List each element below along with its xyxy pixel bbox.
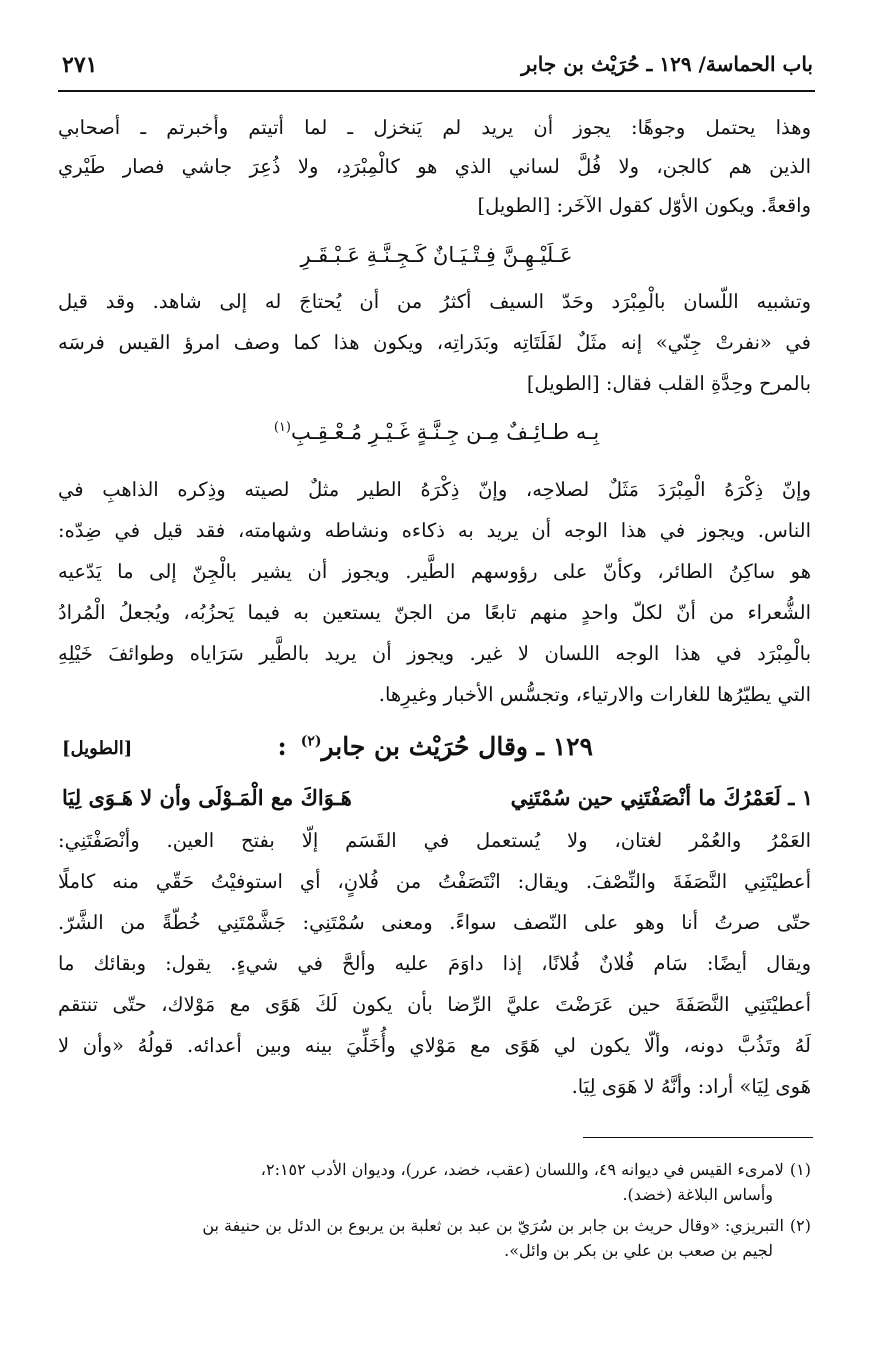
body-line: بالمرح وحِدَّةِ القلب فقال: [الطويل] <box>526 372 811 395</box>
body-line: لَهُ وتَذُبَّ دونه، وألّا يكون لي هَوًى مع مَوْلاي وأُخَلِّيَ بينه وبين أعدائه. قولُهُ «وأن لا <box>58 1034 811 1057</box>
footnote-rule <box>583 1137 813 1138</box>
section-colon: : <box>277 732 287 761</box>
verse-quotation: عَـلَيْـهِـنَّ فِـتْـيَـانٌ كَـجِـنَّـةِ عَـبْـقَـرِ <box>300 243 573 267</box>
body-line: ويقال أيضًا: سَام فُلانٌ فُلانًا، إذا داوَمَ عليه وألحَّ في شيءٍ. يقول: وبقائك ما <box>58 952 811 975</box>
body-line: هَوى لِيَا» أراد: وأنَّهُ لا هَوَى لِيَا. <box>571 1075 811 1098</box>
poem-hemistich-first: ١ ـ لَعَمْرُكَ ما أنْصَفْتَنِي حين سُمْتَنِي <box>510 785 813 810</box>
body-line: الذين هم كالجن، ولا فُلَّ لساني الذي هو كالْمِبْرَدِ، ولا ذُعِرَ جاشي فصار طَيْري <box>58 155 811 178</box>
footnote-text: التبريزي: «وقال حريث بن جابر بن سُرَيّ بن عبد بن ثعلبة بن يربوع بن الدئل بن حنيفة بن <box>202 1216 784 1235</box>
verse-quotation <box>0 420 873 444</box>
poem-hemistich-second: هَـوَاكَ مع الْمَـوْلَى وأن لا هَـوَى لِيَا <box>62 785 352 810</box>
body-line: هو ساكِنُ الطائر، وكأنّ على رؤوسهم الطَّير. ويجوز أن يشير بالْجِنّ إلى ما يَدّعيه <box>58 560 811 583</box>
body-line: الشُّعراء من أنّ لكلّ واحدٍ منهم تابعًا من الجنّ يستعين به فيما يَحزُبُه، ويُجعلُ الْمُرادُ <box>58 601 811 624</box>
body-line: حتّى صرتُ أنا وهو على النّصف سواءً. ومعنى سُمْتَنِي: جَشَّمْتَنِي خُطّةً من الشَّرّ. <box>58 911 811 934</box>
footnote-mark: (١) <box>789 1160 811 1179</box>
footnote-line: لجيم بن صعب بن علي بن بكر بن وائل». <box>504 1241 773 1260</box>
footnote-ref: (١) <box>273 420 291 435</box>
footnote-text: لامرىء القيس في ديوانه ٤٩، واللسان (عقب، خضد، عرر)، وديوان الأدب ٢:١٥٢، <box>260 1160 784 1179</box>
section-heading <box>277 732 593 761</box>
header-rule <box>58 90 815 92</box>
body-line: واقعةً. ويكون الأوّل كقول الآخَر: [الطويل] <box>477 194 811 217</box>
verse-text: بِـه طـائِـفٌ مِـن جِـنَّـةٍ غَـيْـرِ مُـعْـقِـبِ <box>290 420 600 444</box>
footnote-line <box>58 1216 811 1235</box>
meter-label: [الطويل] <box>62 738 133 759</box>
body-line: أعطيْتَنِي النَّصَفَةَ حين عَرَضْتَ عليَّ الرِّضا بأن يكون لَكَ هَوًى مع مَوْلاك، حتّى تنتقم <box>58 993 811 1016</box>
body-line: بالْمِبْرَد في هذا الوجه اللسان لا غير. ويجوز أن يريد بالطَّير سَرَاياه وطوائفَ خَيْلِهِ <box>58 642 811 665</box>
body-line: أعطيْتَنِي النَّصَفَةَ والنِّصْفَ. ويقال: انْتَصَفْتُ من فُلانٍ، أي استوفيْتُ حَقّي منه كاملًا <box>58 870 811 893</box>
footnote-line: وأساس البلاغة (خضد). <box>622 1185 773 1204</box>
footnote-ref: (٢) <box>300 733 322 750</box>
section-title: ١٢٩ ـ وقال حُرَيْث بن جابر <box>321 732 593 761</box>
body-line: وهذا يحتمل وجوهًا: يجوز أن يريد لم يَنخزل ـ لما أتيتم وأخبرتم ـ أصحابي <box>58 116 811 139</box>
body-line: وإنّ ذِكْرَهُ الْمِبْرَدَ مَثَلٌ لصلاحِه، وإنّ ذِكْرَهُ الطير مثلٌ لصيته وذِكره الذاهبِ في <box>58 478 811 501</box>
body-line: في «نفرتْ جِنّي» إنه مثَلٌ لفَلَتَاتِه وبَدَراتِه، ويكون هذا كما وصف امرؤ القيس فرسَه <box>58 331 811 354</box>
footnote-line <box>58 1160 811 1179</box>
body-line: الناس. ويجوز في هذا الوجه أن يريد به ذكاءه ونشاطه وشهامته، فقد قيل في ضِدّه: <box>58 519 811 542</box>
body-line: وتشبيه اللّسان بالْمِبْرَد وحَدّ السيف أكثرُ من أن يُحتاجَ له إلى شاهد. وقد قيل <box>58 290 811 313</box>
running-header-title: باب الحماسة/ ١٢٩ ـ حُرَيْث بن جابر <box>521 52 813 76</box>
footnote-mark: (٢) <box>789 1216 811 1235</box>
page-number: ٢٧١ <box>62 52 98 78</box>
body-line: العَمْرُ والعُمْر لغتان، ولا يُستعمل في القَسَم إلّا بفتح العين. وأنْصَفْتَنِي: <box>58 829 811 852</box>
body-line: التي يطيّرُها للغارات والارتياء، وتجسُّس الأخبار وغيرِها. <box>378 683 811 706</box>
